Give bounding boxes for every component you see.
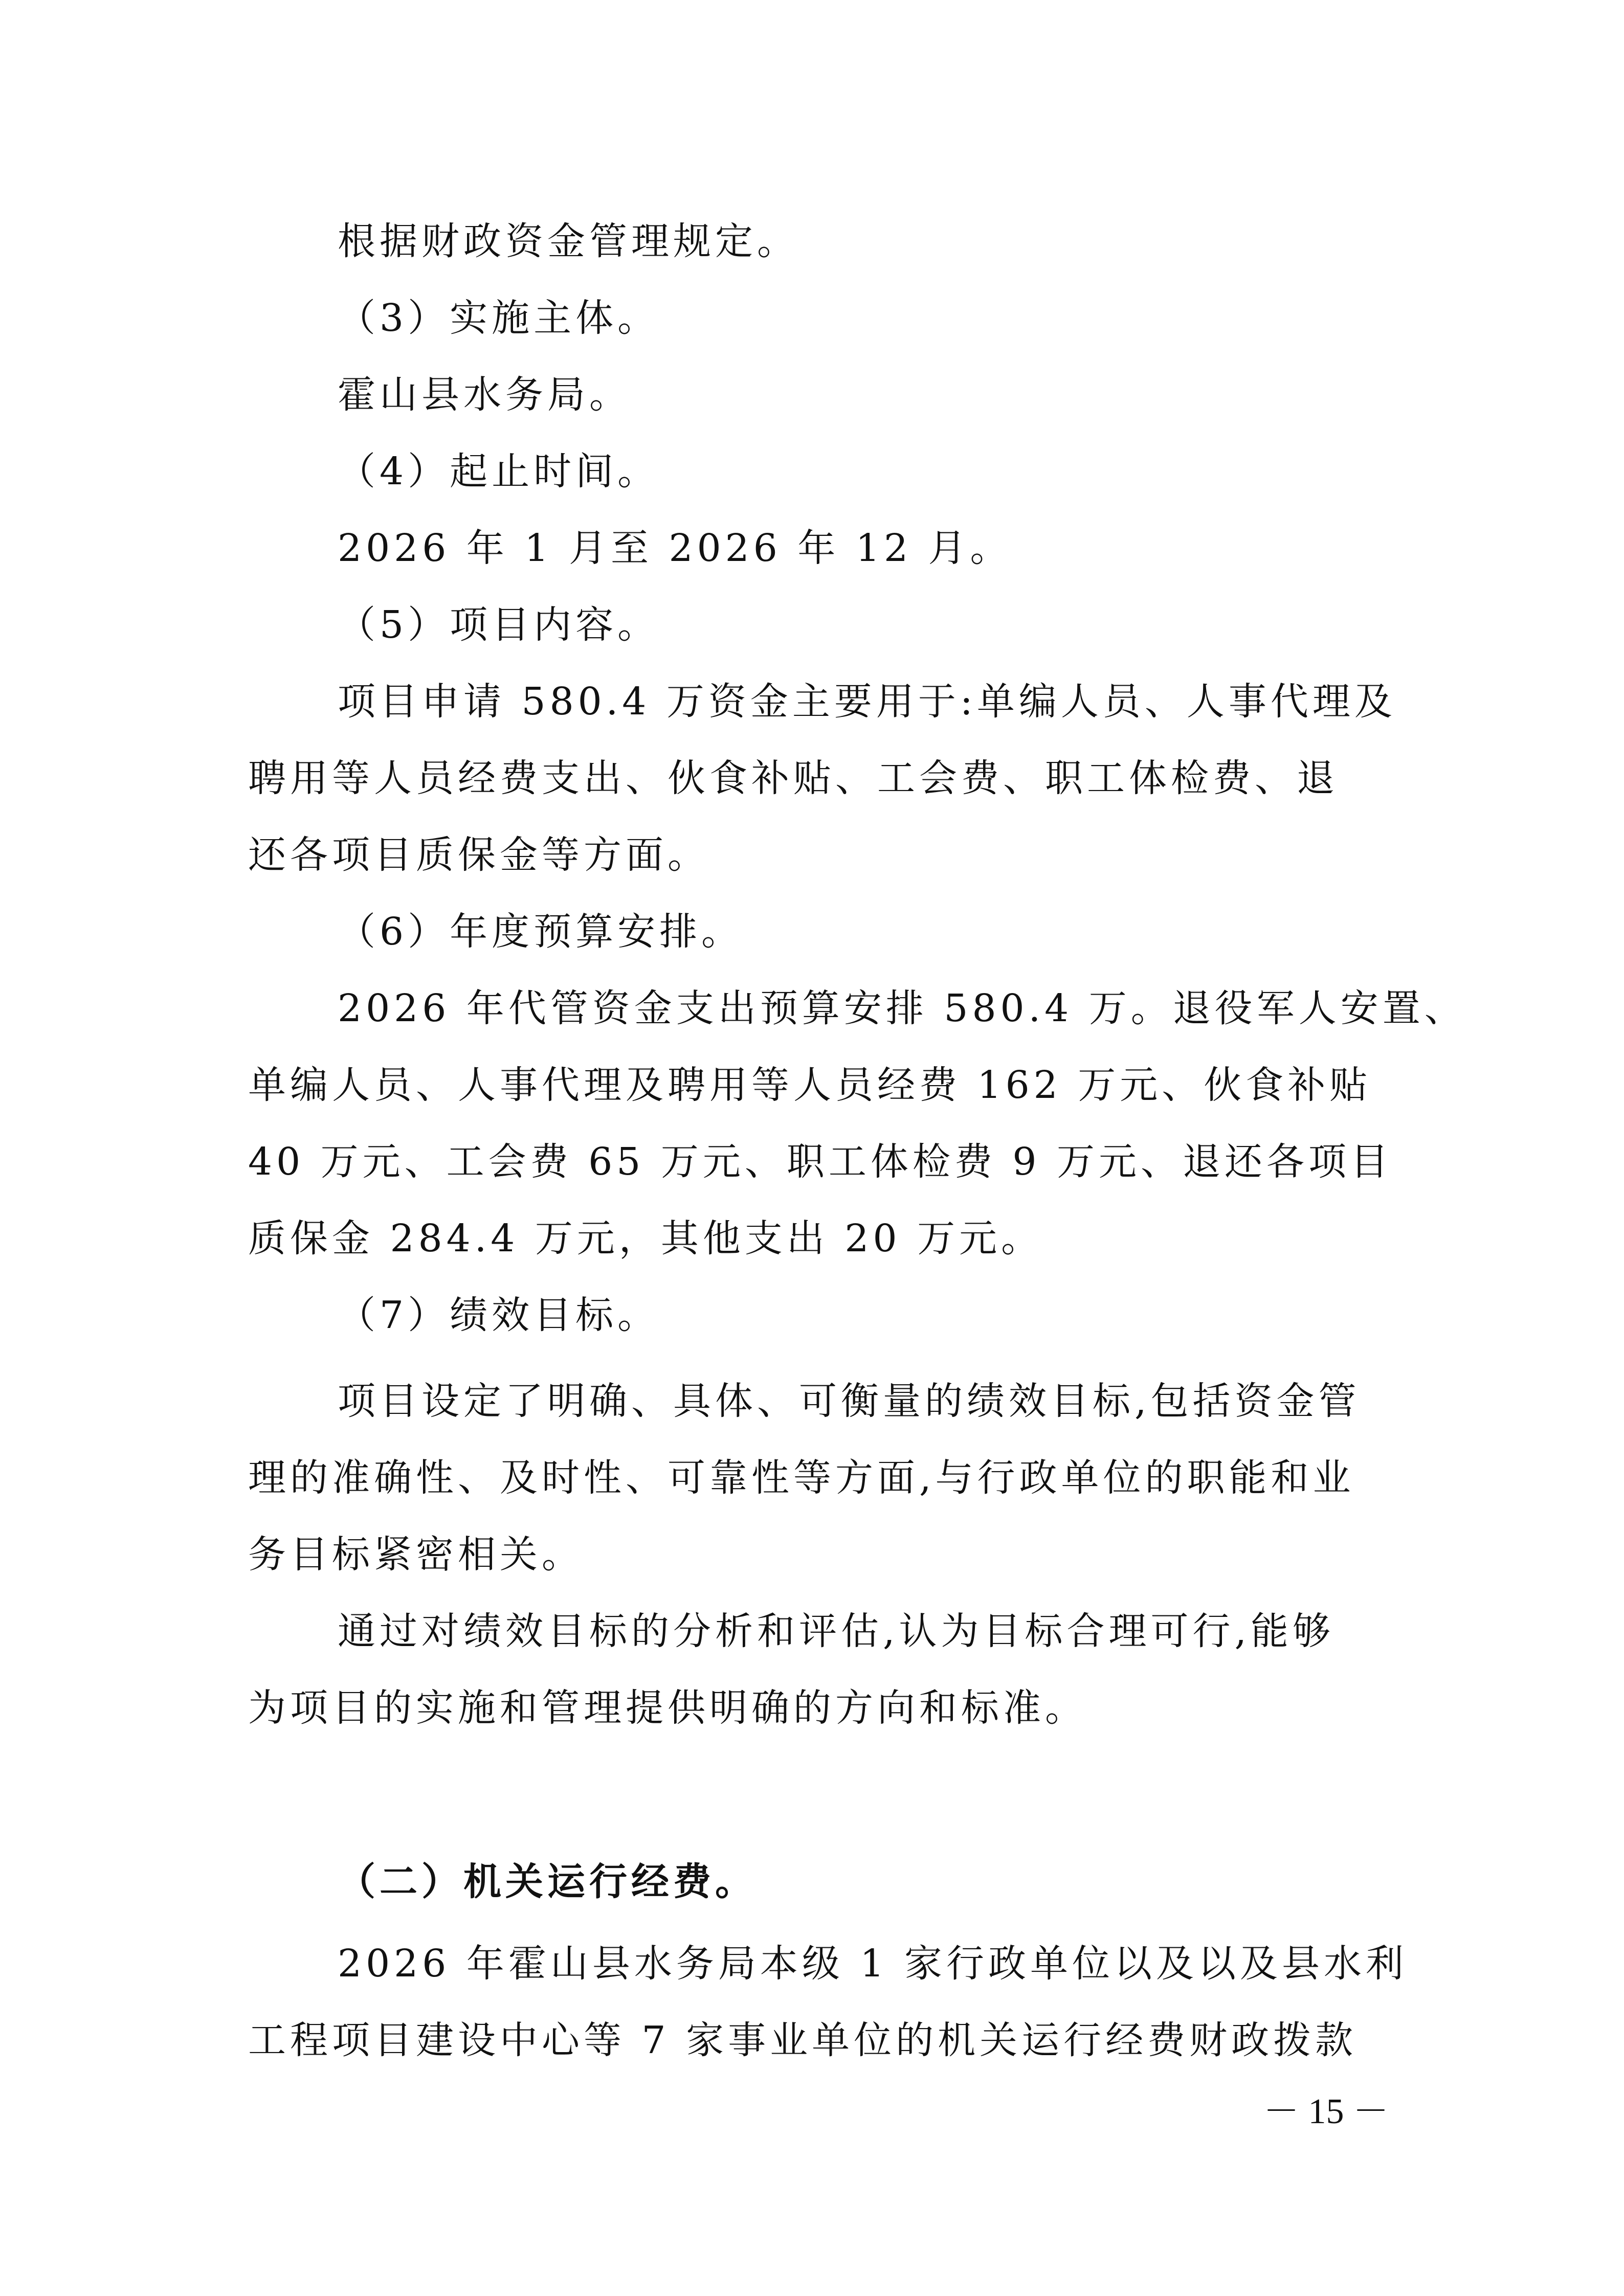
text-line-1: 根据财政资金管理规定。 xyxy=(338,219,799,263)
text-line-3: 霍山县水务局。 xyxy=(338,373,631,417)
text-line-16: 项目设定了明确、具体、可衡量的绩效目标,包括资金管 xyxy=(338,1379,1361,1423)
text-line-7: 项目申请 580.4 万资金主要用于:单编人员、人事代理及 xyxy=(338,680,1396,724)
text-line-5: 2026 年 1 月至 2026 年 12 月。 xyxy=(338,526,1012,570)
text-line-9: 还各项目质保金等方面。 xyxy=(248,833,709,877)
text-line-23: 工程项目建设中心等 7 家事业单位的机关运行经费财政拨款 xyxy=(248,2018,1358,2062)
text-line-10: （6）年度预算安排。 xyxy=(338,910,744,954)
text-line-14: 质保金 284.4 万元，其他支出 20 万元。 xyxy=(248,1217,1043,1260)
text-line-13: 40 万元、工会费 65 万元、职工体检费 9 万元、退还各项目 xyxy=(248,1140,1393,1184)
text-line-17: 理的准确性、及时性、可靠性等方面,与行政单位的职能和业 xyxy=(248,1456,1355,1500)
text-line-2: （3）实施主体。 xyxy=(338,296,660,340)
text-line-4: （4）起止时间。 xyxy=(338,449,660,493)
text-line-19: 通过对绩效目标的分析和评估,认为目标合理可行,能够 xyxy=(338,1609,1335,1653)
text-line-22: 2026 年霍山县水务局本级 1 家行政单位以及以及县水利 xyxy=(338,1942,1408,1986)
text-line-12: 单编人员、人事代理及聘用等人员经费 162 万元、伙食补贴 xyxy=(248,1063,1372,1107)
page-number: － 15 － xyxy=(1263,2092,1389,2131)
text-line-8: 聘用等人员经费支出、伙食补贴、工会费、职工体检费、退 xyxy=(248,756,1339,800)
section-heading: （二）机关运行经费。 xyxy=(338,1860,757,1904)
text-line-11: 2026 年代管资金支出预算安排 580.4 万。退役军人安置、 xyxy=(338,986,1466,1030)
text-line-20: 为项目的实施和管理提供明确的方向和标准。 xyxy=(248,1686,1087,1730)
text-line-18: 务目标紧密相关。 xyxy=(248,1533,584,1577)
text-line-15: （7）绩效目标。 xyxy=(338,1293,660,1337)
text-line-6: （5）项目内容。 xyxy=(338,603,660,647)
